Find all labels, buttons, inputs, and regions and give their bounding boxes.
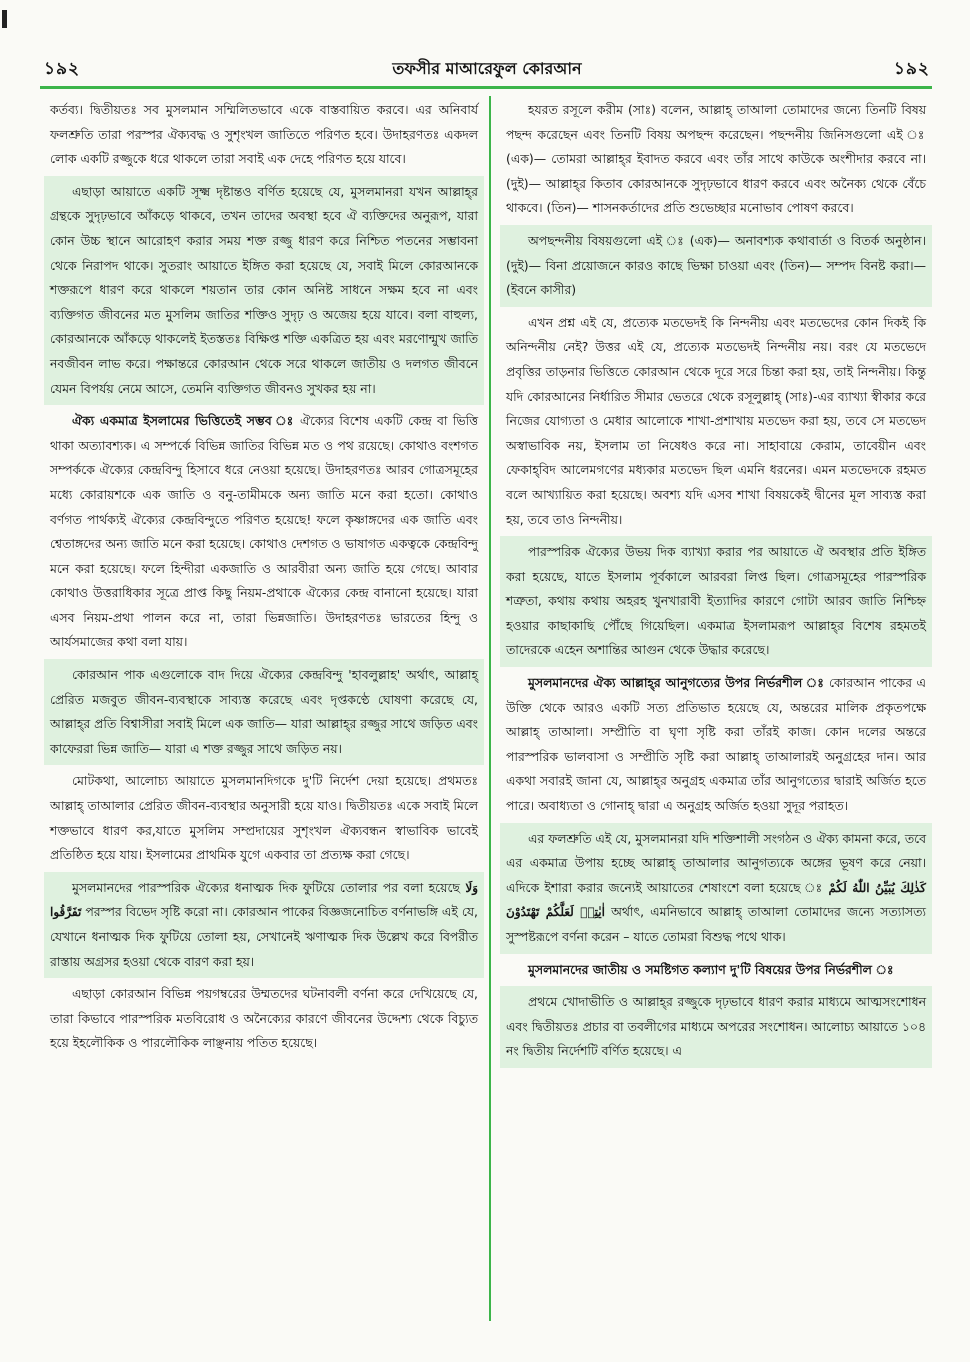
paragraph-text: অপছন্দনীয় বিষয়গুলো এই ঃ (এক)— অনাবশ্যক কথাবার্তা ও বিতর্ক অনুষ্ঠান। (দুই)— বিনা প্রয়োজনে কারও কাছে ভিক্ষা চাওয়া এবং (তিন)— সম্পদ বিনষ্ট করা।— (ইবনে কাসীর) bbox=[506, 232, 926, 298]
paragraph bbox=[44, 765, 484, 871]
paragraph-heading: ঐক্য একমাত্র ইসলামের ভিত্তিতেই সম্ভব ঃ bbox=[72, 413, 295, 429]
paragraph-text: এছাড়া কোরআন বিভিন্ন পয়গম্বরের উম্মতদের ঘটনাবলী বর্ণনা করে দেখিয়েছে যে, তারা কিভাবে পারস্পরিক মতবিরোধ ও অনৈক্যের কারণে জীবনের উদ্দেশ্য থেকে বিচ্যুত হয়ে ইহলৌকিক ও পারলৌকিক লাঞ্ছনায় পতিত হয়েছে। bbox=[50, 986, 478, 1051]
paragraph-text: এখন প্রশ্ন এই যে, প্রত্যেক মতভেদই কি নিন্দনীয় এবং মতভেদের কোন দিকই কি অনিন্দনীয় নেই? উত্তর এই যে, প্রত্যেক মতভেদই নিন্দনীয় নয়। বরং যে মতভেদে প্রবৃত্তির তাড়নার ভিত্তিতে কোরআন থেকে দূরে সরে চিন্তা করা হয়, তাই নিন্দনীয়। কিন্তু যদি কোরআনের নির্ধারিত সীমার ভেতরে থেকে রসূলুল্লাহ্‌ (সাঃ)-এর ব্যাখ্যা স্বীকার করে নিজের যোগ্যতা ও মেধার আলোকে শাখা-প্রশাখায় মতভেদ করা হয়, তবে সে মতভেদ অস্বাভাবিক নয়, ইসলাম তা নিষেধও করে না। সাহাবায়ে কেরাম, তাবেয়ীন এবং ফেকাহ্‌বিদ আলেমগণের মধ্যকার মতভেদ ছিল এমনি ধরনের। এমন মতভেদকে রহমত বলে আখ্যায়িত করা হয়েছে। অবশ্য যদি এসব শাখা বিষয়কেই দ্বীনের মূল সাব্যস্ত করা হয়, তবে তাও নিন্দনীয়। bbox=[506, 314, 926, 527]
paragraph bbox=[44, 872, 484, 978]
paragraph-heading: মুসলমানদের ঐক্য আল্লাহ্‌র আনুগত্যের উপর নির্ভরশীল ঃ bbox=[528, 675, 825, 691]
paragraph-text: মুসলমানদের পারস্পরিক ঐক্যের ধনাত্মক দিক ফুটিয়ে তোলার পর বলা হয়েছে bbox=[72, 879, 466, 895]
paragraph bbox=[500, 667, 932, 823]
paragraph bbox=[500, 823, 932, 954]
paragraph-heading: মুসলমানদের জাতীয় ও সমষ্টিগত কল্যাণ দু'টি বিষয়ের উপর নির্ভরশীল ঃ bbox=[528, 961, 894, 977]
paragraph-text: মোটকথা, আলোচ্য আয়াতে মুসলমানদিগকে দু'টি নির্দেশ দেয়া হয়েছে। প্রথমতঃ আল্লাহ্‌ তাআলার প্রেরিত জীবন-ব্যবস্থার অনুসারী হয়ে যাও। দ্বিতীয়তঃ একে সবাই মিলে শক্তভাবে ধারণ কর,যাতে মুসলিম সম্প্রদায়ের সুশৃংখল ঐক্যবন্ধন স্বাভাবিক ভাবেই প্রতিষ্ঠিত হয়ে যায়। ইসলামের প্রাথমিক যুগে একবার তা প্রত্যক্ষ করা গেছে। bbox=[50, 773, 478, 863]
column-divider bbox=[489, 96, 491, 1321]
paragraph bbox=[500, 954, 932, 987]
paragraph-text: এর ফলশ্রুতি এই যে, মুসলমানরা যদি শক্তিশালী সংগঠন ও ঐক্য কামনা করে, তবে এর একমাত্র উপায় হচ্ছে আল্লাহ্‌ তাআলার আনুগত্যকে অঙ্গের ভূষণ করে নেয়া। এদিকে ইশারা করার জন্যেই আয়াতের শেষাংশে বলা হয়েছে ঃ bbox=[506, 830, 926, 895]
page-number-right: ১৯২ bbox=[893, 59, 930, 79]
paragraph-text-continued: পরস্পর বিভেদ সৃষ্টি করো না। কোরআন পাকের বিজ্ঞজনোচিত বর্ণনাভঙ্গি এই যে, যেখানে ধনাত্মক দিক ফুটিয়ে তোলা হয়, সেখানেই ঋণাত্মক দিক উল্লেখ করে বিপরীত রাস্তায় অগ্রসর হওয়া থেকে বারণ করা হয়। bbox=[50, 904, 478, 969]
arabic-quote: كَذٰلِكَ يُبَيِّنُ اللّٰهُ لَكُمْ اٰيٰتِهٖ لَعَلَّكُمْ تَهْتَدُوْنَ bbox=[506, 880, 926, 920]
right-column bbox=[500, 94, 932, 1324]
paragraph-text: হযরত রসূলে করীম (সাঃ) বলেন, আল্লাহ্‌ তাআলা তোমাদের জন্যে তিনটি বিষয় পছন্দ করেছেন এবং তিনটি বিষয় অপছন্দ করেছেন। পছন্দনীয় জিনিসগুলো এই ঃ (এক)— তোমরা আল্লাহ্‌র ইবাদত করবে এবং তাঁর সাথে কাউকে অংশীদার করবে না। (দুই)— আল্লাহ্‌র কিতাব কোরআনকে সুদৃঢ়ভাবে ধারণ করবে এবং অনৈক্য থেকে বেঁচে থাকবে। (তিন)— শাসনকর্তাদের প্রতি শুভেচ্ছার মনোভাব পোষণ করবে। bbox=[506, 102, 926, 216]
page-header bbox=[44, 56, 930, 84]
paragraph-text: প্রথমে খোদাভীতি ও আল্লাহ্‌র রজ্জুকে দৃঢ়ভাবে ধারণ করার মাধ্যমে আত্মসংশোধন এবং দ্বিতীয়তঃ প্রচার বা তবলীগের মাধ্যমে অপরের সংশোধন। আলোচ্য আয়াতে ১০৪ নং দ্বিতীয় নির্দেশটি বর্ণিত হয়েছে। এ bbox=[506, 994, 926, 1059]
header-rule bbox=[40, 86, 932, 89]
paragraph-text: কর্তব্য। দ্বিতীয়তঃ সব মুসলমান সম্মিলিতভাবে একে বাস্তবায়িত করবে। এর অনিবার্য ফলশ্রুতি তারা পরস্পর ঐক্যবদ্ধ ও সুশৃংখল জাতিতে পরিণত হবে। উদাহরণতঃ একদল লোক একটি রজ্জুকে ধরে থাকলে তারা সবাই এক দেহে পরিণত হয়ে যাবে। bbox=[50, 102, 478, 167]
page-number-left: ১৯২ bbox=[44, 59, 81, 79]
paragraph-text: এছাড়া আয়াতে একটি সূক্ষ্ম দৃষ্টান্তও বর্ণিত হয়েছে যে, মুসলমানরা যখন আল্লাহ্‌র গ্রন্থকে সুদৃঢ়ভাবে আঁকড়ে থাকবে, তখন তাদের অবস্থা হবে ঐ ব্যক্তিদের অনুরূপ, যারা কোন উচ্চ স্থানে আরোহণ করার সময় শক্ত রজ্জু ধারণ করে নিশ্চিত পতনের সম্ভাবনা থেকে নিরাপদ থাকে। সুতরাং আয়াতে ইঙ্গিত করা হয়েছে যে, সবাই মিলে কোরআনকে শক্তরূপে ধারণ করে থাকলে শয়তান তার কোন অনিষ্ট সাধনে সক্ষম হবে না এবং ব্যক্তিগত জীবনের মত মুসলিম জাতির শক্তিও সুদৃঢ় ও অজেয় হয়ে যাবে। বলা বাহুল্য, কোরআনকে আঁকড়ে থাকলেই ইতস্ততঃ বিক্ষিপ্ত শক্তি একত্রিত হয় এবং মরণোন্মুখ জাতি নবজীবন লাভ করে। পক্ষান্তরে কোরআন থেকে সরে থাকলে জাতীয় ও দলগত জীবনে যেমন বিপর্যয় নেমে আসে, তেমনি ব্যক্তিগত জীবনও সুখকর হয় না। bbox=[50, 183, 478, 396]
paragraph-text: কোরআন পাকের এ উক্তি থেকে আরও একটি সত্য প্রতিভাত হয়েছে যে, অন্তরের মালিক প্রকৃতপক্ষে আল্লাহ্‌ তাআলা। সম্প্রীতি বা ঘৃণা সৃষ্টি করা তাঁরই কাজ। কোন দলের অন্তরে পারস্পরিক ভালবাসা ও সম্প্রীতি সৃষ্টি করা আল্লাহ্‌ তাআলারই অনুগ্রহের দান। আর একথা সবারই জানা যে, আল্লাহ্‌র অনুগ্রহ একমাত্র তাঁর আনুগত্যের দ্বারাই অর্জিত হতে পারে। অবাধ্যতা ও গোনাহ্‌ দ্বারা এ অনুগ্রহ অর্জিত হওয়া সুদূর পরাহত। bbox=[506, 675, 926, 814]
paragraph bbox=[500, 986, 932, 1068]
paragraph bbox=[44, 94, 484, 176]
paragraph bbox=[44, 176, 484, 405]
paragraph bbox=[500, 536, 932, 667]
left-column bbox=[44, 94, 484, 1324]
paragraph bbox=[500, 225, 932, 307]
running-title: তফসীর মাআরেফুল কোরআন bbox=[392, 59, 582, 78]
binding-mark bbox=[2, 10, 7, 28]
paragraph bbox=[500, 307, 932, 536]
paragraph bbox=[44, 659, 484, 765]
paragraph-text-continued: অর্থাৎ, এমনিভাবে আল্লাহ্‌ তাআলা তোমাদের জন্যে সত্যাসত্য সুস্পষ্টরূপে বর্ণনা করেন – যাতে তোমরা বিশুদ্ধ পথে থাক। bbox=[506, 904, 926, 944]
paragraph-text: পারস্পরিক ঐক্যের উভয় দিক ব্যাখ্যা করার পর আয়াতে ঐ অবস্থার প্রতি ইঙ্গিত করা হয়েছে, যাতে ইসলাম পূর্বকালে আরবরা লিপ্ত ছিল। গোত্রসমূহের পারস্পরিক শত্রুতা, কথায় কথায় অহরহ খুনখারাবী ইত্যাদির কারণে গোটা আরব জাতি নিশ্চিহ্ন হওয়ার কাছাকাছি পৌঁছে গিয়েছিল। একমাত্র ইসলামরূপ আল্লাহ্‌র বিশেষ রহমতই তাদেরকে এহেন অশান্তির আগুন থেকে উদ্ধার করেছে। bbox=[506, 544, 926, 658]
paragraph-text: ঐক্যের বিশেষ একটি কেন্দ্র বা ভিত্তি থাকা অত্যাবশ্যক। এ সম্পর্কে বিভিন্ন জাতির বিভিন্ন মত ও পথ রয়েছে। কোথাও বংশগত সম্পর্ককে ঐক্যের কেন্দ্রবিন্দু হিসাবে ধরে নেওয়া হয়েছে। উদাহরণতঃ আরব গোত্রসমূহের মধ্যে কোরায়শকে এক জাতি ও বনু-তামীমকে অন্য জাতি মনে করা হতো। কোথাও বর্ণগত পার্থক্যই ঐক্যের কেন্দ্রবিন্দুতে পরিণত হয়েছে! ফলে কৃষ্ণাঙ্গদের এক জাতি এবং শ্বেতাঙ্গদের অন্য জাতি মনে করা হয়েছে। কোথাও দেশগত ও ভাষাগত একত্বকে কেন্দ্রবিন্দু মনে করা হয়েছে। ফলে হিন্দীরা একজাতি ও আরবীরা অন্য জাতি হয়ে গেছে। আবার কোথাও উত্তরাধিকার সূত্রে প্রাপ্ত কিছু নিয়ম-প্রথাকে ঐক্যের কেন্দ্র বানানো হয়েছে। যারা এসব নিয়ম-প্রথা পালন করে না, তারা ভিন্নজাতি। উদাহরণতঃ ভারতের হিন্দু ও আর্যসমাজের কথা বলা যায়। bbox=[50, 413, 479, 650]
paragraph bbox=[44, 405, 484, 659]
arabic-quote: وَلَا تَفَرَّقُوا bbox=[50, 880, 478, 920]
paragraph-text: কোরআন পাক এগুলোকে বাদ দিয়ে ঐক্যের কেন্দ্রবিন্দু 'হাবলুল্লাহ' অর্থাৎ, আল্লাহ্‌ প্রেরিত মজবুত জীবন-ব্যবস্থাকে সাব্যস্ত করেছে এবং দৃপ্তকণ্ঠে ঘোষণা করেছে যে, আল্লাহ্‌র প্রতি বিশ্বাসীরা সবাই মিলে এক জাতি— যারা আল্লাহ্‌র রজ্জুর সাথে জড়িত এবং কাফেররা ভিন্ন জাতি— যারা এ শক্ত রজ্জুর সাথে জড়িত নয়। bbox=[50, 667, 478, 756]
paragraph bbox=[500, 94, 932, 225]
paragraph bbox=[44, 978, 484, 1060]
